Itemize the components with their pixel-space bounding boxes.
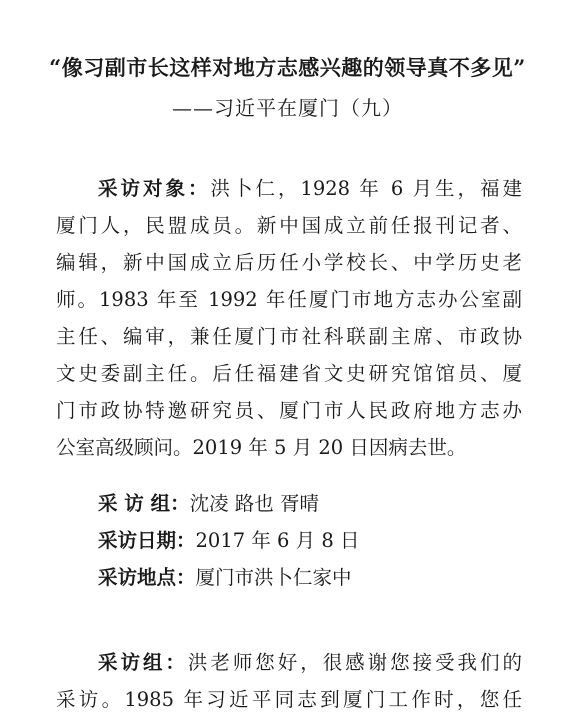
- field-value: 2017 年 6 月 8 日: [195, 529, 360, 552]
- field-label: 采访地点：: [98, 566, 196, 589]
- text-line: 门市政协特邀研究员、厦门市人民政府地方志办: [56, 399, 522, 422]
- field-value: 沈凌 路也 胥晴: [189, 492, 319, 515]
- line-text: 洪老师您好，很感谢您接受我们的: [187, 651, 522, 674]
- speaker-label: 采访组：: [98, 651, 188, 674]
- text-line: [56, 170, 522, 207]
- interview-place-row: [56, 559, 522, 596]
- article-title: “像习副市长这样对地方志感兴趣的领导真不多见”: [49, 55, 526, 80]
- text-line: 厦门人，民盟成员。新中国成立前任报刊记者、: [56, 214, 522, 237]
- interviewee-paragraph: [56, 170, 522, 466]
- interview-date-row: [56, 522, 522, 559]
- line-text: 洪卜仁，1928 年 6 月生，福建: [210, 177, 522, 200]
- text-line: 公室高级顾问。2019 年 5 月 20 日因病去世。: [56, 436, 467, 459]
- dialogue-paragraph: [56, 644, 522, 718]
- text-line: 师。1983 年至 1992 年任厦门市地方志办公室副: [56, 288, 522, 311]
- interview-team-row: [56, 485, 522, 522]
- article-subtitle: ——习近平在厦门（九）: [172, 96, 403, 120]
- interview-info: [56, 485, 522, 596]
- field-label: 采访对象：: [98, 177, 211, 200]
- text-line: 采访。1985 年习近平同志到厦门工作时，您任: [56, 688, 522, 711]
- text-line: [56, 644, 522, 681]
- text-line: 主任、编审，兼任厦门市社科联副主席、市政协: [56, 325, 522, 348]
- field-value: 厦门市洪卜仁家中: [195, 566, 352, 589]
- field-label: 采访日期：: [98, 529, 196, 552]
- field-label: 采 访 组：: [98, 492, 190, 515]
- text-line: 文史委副主任。后任福建省文史研究馆馆员、厦: [56, 362, 522, 385]
- text-line: 编辑，新中国成立后历任小学校长、中学历史老: [56, 251, 522, 274]
